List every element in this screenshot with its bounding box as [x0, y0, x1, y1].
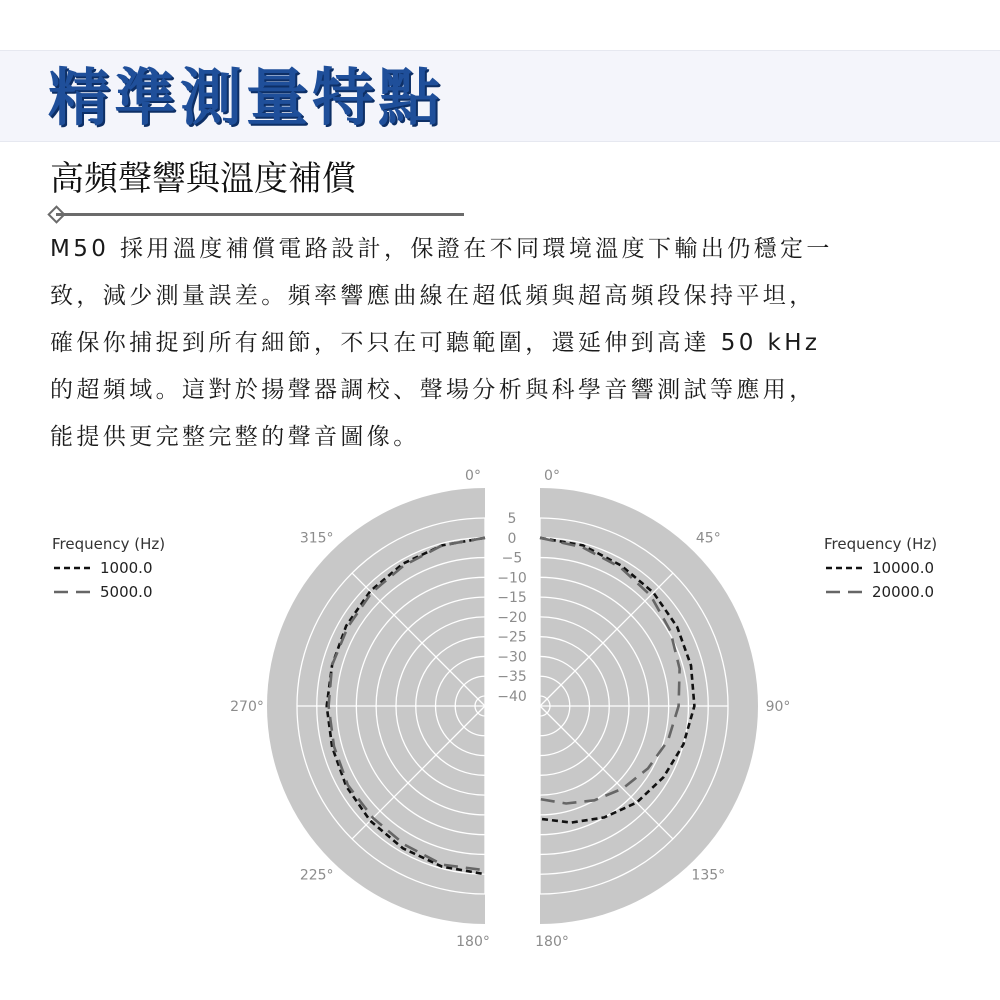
legend-label: 1000.0 — [100, 559, 153, 577]
legend-title: Frequency (Hz) — [824, 535, 938, 553]
polar-angle-label: 135° — [691, 867, 726, 884]
radial-tick-label: 0 — [507, 530, 517, 547]
paragraph-line: M50 採用溫度補償電路設計，保證在不同環境溫度下輸出仍穩定一 — [50, 236, 833, 262]
paragraph-line: 的超頻域。這對於揚聲器調校、聲場分析與科學音響測試等應用， — [50, 377, 816, 403]
paragraph-line: 能提供更完整完整的聲音圖像。 — [50, 424, 420, 450]
polar-angle-label: 270° — [230, 699, 264, 715]
radial-tick-label: −40 — [497, 689, 527, 705]
radial-tick-label: 5 — [507, 511, 517, 527]
radial-tick-label: −30 — [497, 649, 527, 666]
radial-tick-label: −15 — [497, 590, 527, 607]
page-title: 精準測量特點 — [48, 61, 445, 134]
polar-angle-label: 0° — [544, 468, 560, 484]
section-subtitle: 高頻聲響與溫度補償 — [50, 159, 356, 199]
legend-label: 10000.0 — [872, 559, 935, 577]
radial-tick-label: −10 — [497, 570, 527, 587]
legend-title: Frequency (Hz) — [52, 535, 166, 553]
paragraph-line: 致，減少測量誤差。頻率響應曲線在超低頻與超高頻段保持平坦， — [50, 283, 816, 309]
polar-angle-label: 0° — [465, 468, 481, 484]
legend-label: 20000.0 — [872, 583, 935, 601]
polar-angle-label: 45° — [695, 530, 721, 547]
radial-tick-label: −25 — [497, 629, 527, 646]
polar-angle-label: 180° — [535, 934, 569, 950]
legend-label: 5000.0 — [100, 583, 153, 601]
radial-tick-label: −5 — [501, 550, 523, 567]
polar-angle-label: 315° — [299, 530, 334, 547]
paragraph-line: 確保你捕捉到所有細節，不只在可聽範圍，還延伸到高達 50 kHz — [50, 330, 821, 356]
polar-angle-label: 225° — [299, 867, 334, 884]
radial-tick-label: −35 — [497, 669, 527, 686]
radial-tick-label: −20 — [497, 609, 527, 626]
polar-angle-label: 180° — [456, 934, 490, 950]
polar-angle-label: 90° — [765, 699, 791, 715]
